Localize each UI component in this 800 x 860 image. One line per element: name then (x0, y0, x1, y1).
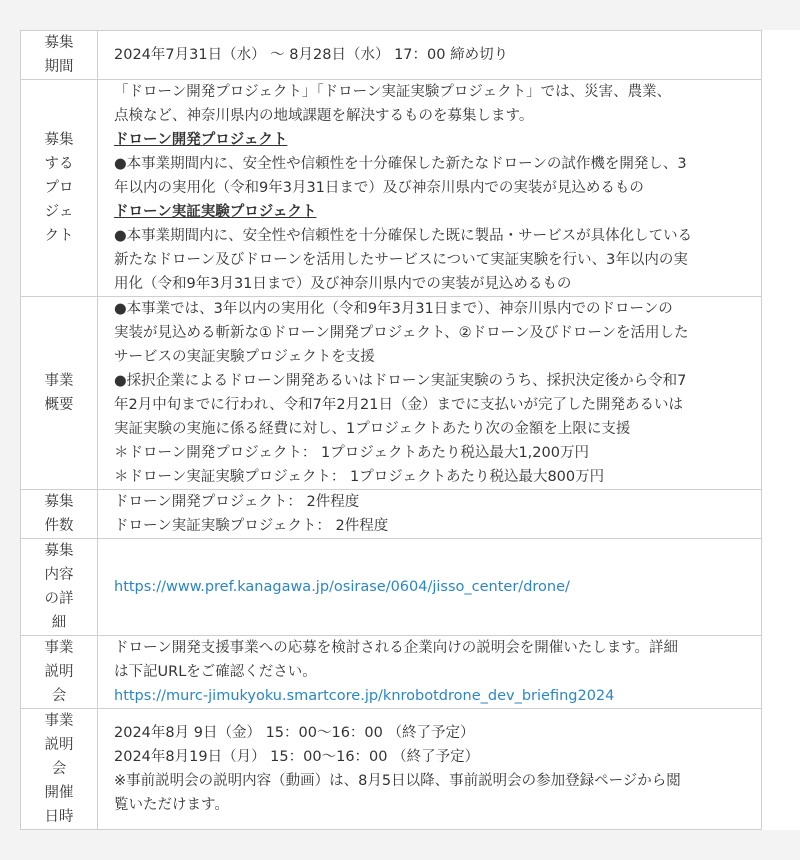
label-line: 開催 (44, 785, 74, 801)
value-line: 用化（令和9年3月31日まで）及び神奈川県内での実装が見込めるもの (114, 276, 572, 292)
label-line: 事業 (44, 640, 74, 656)
briefing-schedule (98, 709, 762, 830)
details-link[interactable]: https://www.pref.kanagawa.jp/osirase/0604/jisso_center/drone/ (114, 579, 570, 595)
label-line: 日時 (44, 809, 74, 825)
table-row (21, 636, 762, 709)
label-line: 細 (51, 615, 67, 631)
value-line: ＊ドローン開発プロジェクト： 1プロジェクトあたり税込最大1,200万円 (114, 445, 589, 461)
table-row (21, 490, 762, 539)
value-line: は下記URLをご確認ください。 (114, 664, 317, 680)
recruitment-count (98, 490, 762, 539)
value-line: 覧いただけます。 (114, 797, 229, 813)
label-line: 事業 (44, 713, 74, 729)
table-row (21, 31, 762, 80)
label-line: 内容 (44, 567, 74, 583)
value-line: ●本事業期間内に、安全性や信頼性を十分確保した既に製品・サービスが具体化している (114, 228, 693, 244)
value-line: ドローン実証実験プロジェクト： 2件程度 (114, 518, 389, 534)
label-line: 説明 (44, 737, 74, 753)
value-line: 点検など、神奈川県内の地域課題を解決するものを募集します。 (114, 108, 534, 124)
recruitment-details (98, 539, 762, 636)
row-label (21, 709, 98, 830)
page (20, 30, 800, 830)
value-line: サービスの実証実験プロジェクトを支援 (114, 349, 375, 365)
value-line: 実証実験の実施に係る経費に対し、1プロジェクトあたり次の金額を上限に支援 (114, 421, 631, 437)
value-line: ドローン開発支援事業への応募を検討される企業向けの説明会を開催いたします。詳細 (114, 640, 679, 656)
label-line: 会 (51, 688, 67, 704)
target-projects (98, 80, 762, 297)
project-overview (98, 297, 762, 490)
value-line: 「ドローン開発プロジェクト」「ドローン実証実験プロジェクト」では、災害、農業、 (114, 84, 672, 100)
label-line: 概要 (44, 397, 74, 413)
label-line: 件数 (44, 518, 74, 534)
value-line: ●採択企業によるドローン開発あるいはドローン実証実験のうち、採択決定後から令和7 (114, 373, 687, 389)
value-line: 年2月中旬までに行われ、令和7年2月21日（金）までに支払いが完了した開発あるいは (114, 397, 683, 413)
table-row (21, 709, 762, 830)
briefing-session (98, 636, 762, 709)
label-line: ジェ (44, 204, 74, 220)
label-line: の詳 (44, 591, 74, 607)
info-table (20, 30, 762, 830)
label-line: する (44, 156, 74, 172)
value-line: 新たなドローン及びドローンを活用したサービスについて実証実験を行い、3年以内の実 (114, 252, 688, 268)
value-line: 2024年8月19日（月） 15：00〜16：00 （終了予定） (114, 749, 480, 765)
row-label (21, 297, 98, 490)
label-line: 募集 (44, 132, 74, 148)
drone-development-heading: ドローン開発プロジェクト (114, 132, 288, 148)
row-label (21, 31, 98, 80)
recruitment-period (98, 31, 762, 80)
label-line: 会 (51, 761, 67, 777)
label-line: 期間 (44, 59, 74, 75)
value-line: 2024年8月 9日（金） 15：00〜16：00 （終了予定） (114, 725, 475, 741)
value-line: ＊ドローン実証実験プロジェクト： 1プロジェクトあたり税込最大800万円 (114, 469, 605, 485)
value-line: 年以内の実用化（令和9年3月31日まで）及び神奈川県内での実装が見込めるもの (114, 180, 644, 196)
value-line: 実装が見込める斬新な①ドローン開発プロジェクト、②ドローン及びドローンを活用した (114, 325, 689, 341)
label-line: 事業 (44, 373, 74, 389)
row-label (21, 636, 98, 709)
briefing-link[interactable]: https://murc-jimukyoku.smartcore.jp/knrobotdrone_dev_briefing2024 (114, 688, 615, 704)
table-row (21, 80, 762, 297)
value-line: ●本事業では、3年以内の実用化（令和9年3月31日まで）、神奈川県内でのドローンの (114, 301, 673, 317)
label-line: 説明 (44, 664, 74, 680)
row-label (21, 539, 98, 636)
label-line: クト (44, 228, 74, 244)
row-label (21, 490, 98, 539)
label-line: 募集 (44, 543, 74, 559)
table-row (21, 297, 762, 490)
drone-demonstration-heading: ドローン実証実験プロジェクト (114, 204, 317, 220)
label-line: 募集 (44, 35, 74, 51)
value-line: ドローン開発プロジェクト： 2件程度 (114, 494, 360, 510)
label-line: プロ (44, 180, 74, 196)
value-line: ※事前説明会の説明内容（動画）は、8月5日以降、事前説明会の参加登録ページから閲 (114, 773, 681, 789)
value-line: ●本事業期間内に、安全性や信頼性を十分確保した新たなドローンの試作機を開発し、3 (114, 156, 687, 172)
value-line: 2024年7月31日（水） 〜 8月28日（水） 17：00 締め切り (114, 47, 509, 63)
table-row (21, 539, 762, 636)
row-label (21, 80, 98, 297)
label-line: 募集 (44, 494, 74, 510)
